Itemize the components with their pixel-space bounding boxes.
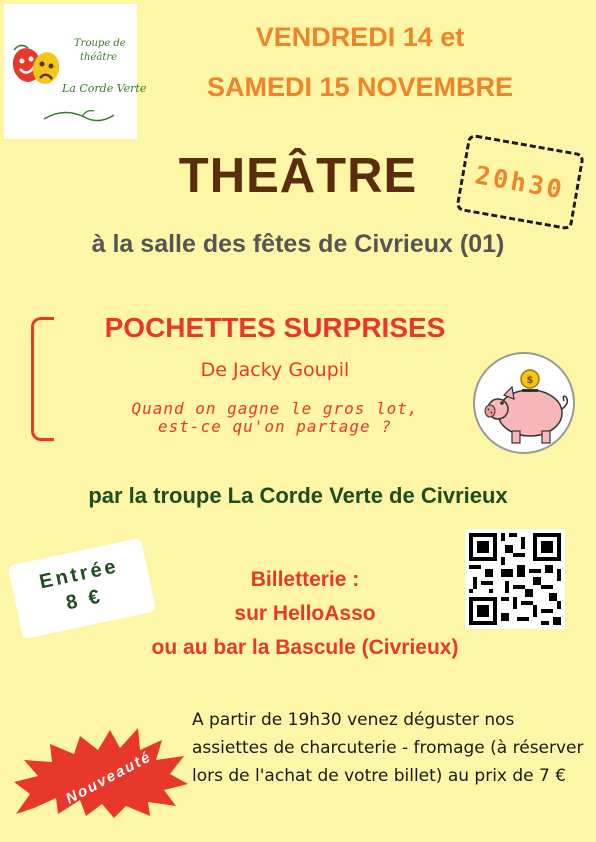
theatre-masks-icon — [8, 38, 64, 94]
new-badge-burst — [10, 710, 190, 820]
play-author: De Jacky Goupil — [200, 359, 350, 381]
vine-decoration — [4, 99, 137, 139]
play-title: POCHETTES SURPRISES — [104, 312, 446, 343]
new-badge-label: Nouveauté — [63, 748, 155, 808]
date-line-1: VENDREDI 14 et — [255, 22, 465, 52]
play-tagline-line-1: Quand on gagne le gros lot, — [131, 399, 419, 418]
entry-label: Entrée — [37, 555, 121, 594]
page-title: THEÂTRE — [178, 149, 418, 203]
troupe-logo — [4, 4, 147, 139]
piggy-bank-icon — [472, 351, 576, 455]
logo-line-2: théâtre — [80, 52, 118, 63]
svg-text:$: $ — [526, 375, 534, 386]
date-line-2: SAMEDI 15 NOVEMBRE — [206, 72, 514, 102]
logo-line-3: La Corde Verte — [62, 82, 147, 95]
play-bracket — [31, 317, 54, 441]
ticketing-online[interactable]: sur HelloAsso — [234, 602, 376, 625]
play-tagline — [95, 400, 455, 436]
show-time-badge: 20h30 — [455, 133, 585, 230]
venue-text: à la salle des fêtes de Civrieux (01) — [91, 230, 505, 258]
troupe-text: par la troupe La Corde Verte de Civrieux — [88, 483, 508, 508]
ticketing-label: Billetterie : — [250, 568, 360, 591]
play-tagline-line-2: est-ce qu'on partage ? — [158, 417, 392, 436]
news-text: A partir de 19h30 venez déguster nos assiettes de charcuterie - fromage (à réserver lors de l'achat de votre billet) au prix de 7 € — [192, 710, 584, 786]
entry-price: 8 € — [64, 585, 105, 615]
logo-line-1: Troupe de — [74, 38, 126, 49]
ticketing-bar: ou au bar la Bascule (Civrieux) — [151, 636, 459, 659]
